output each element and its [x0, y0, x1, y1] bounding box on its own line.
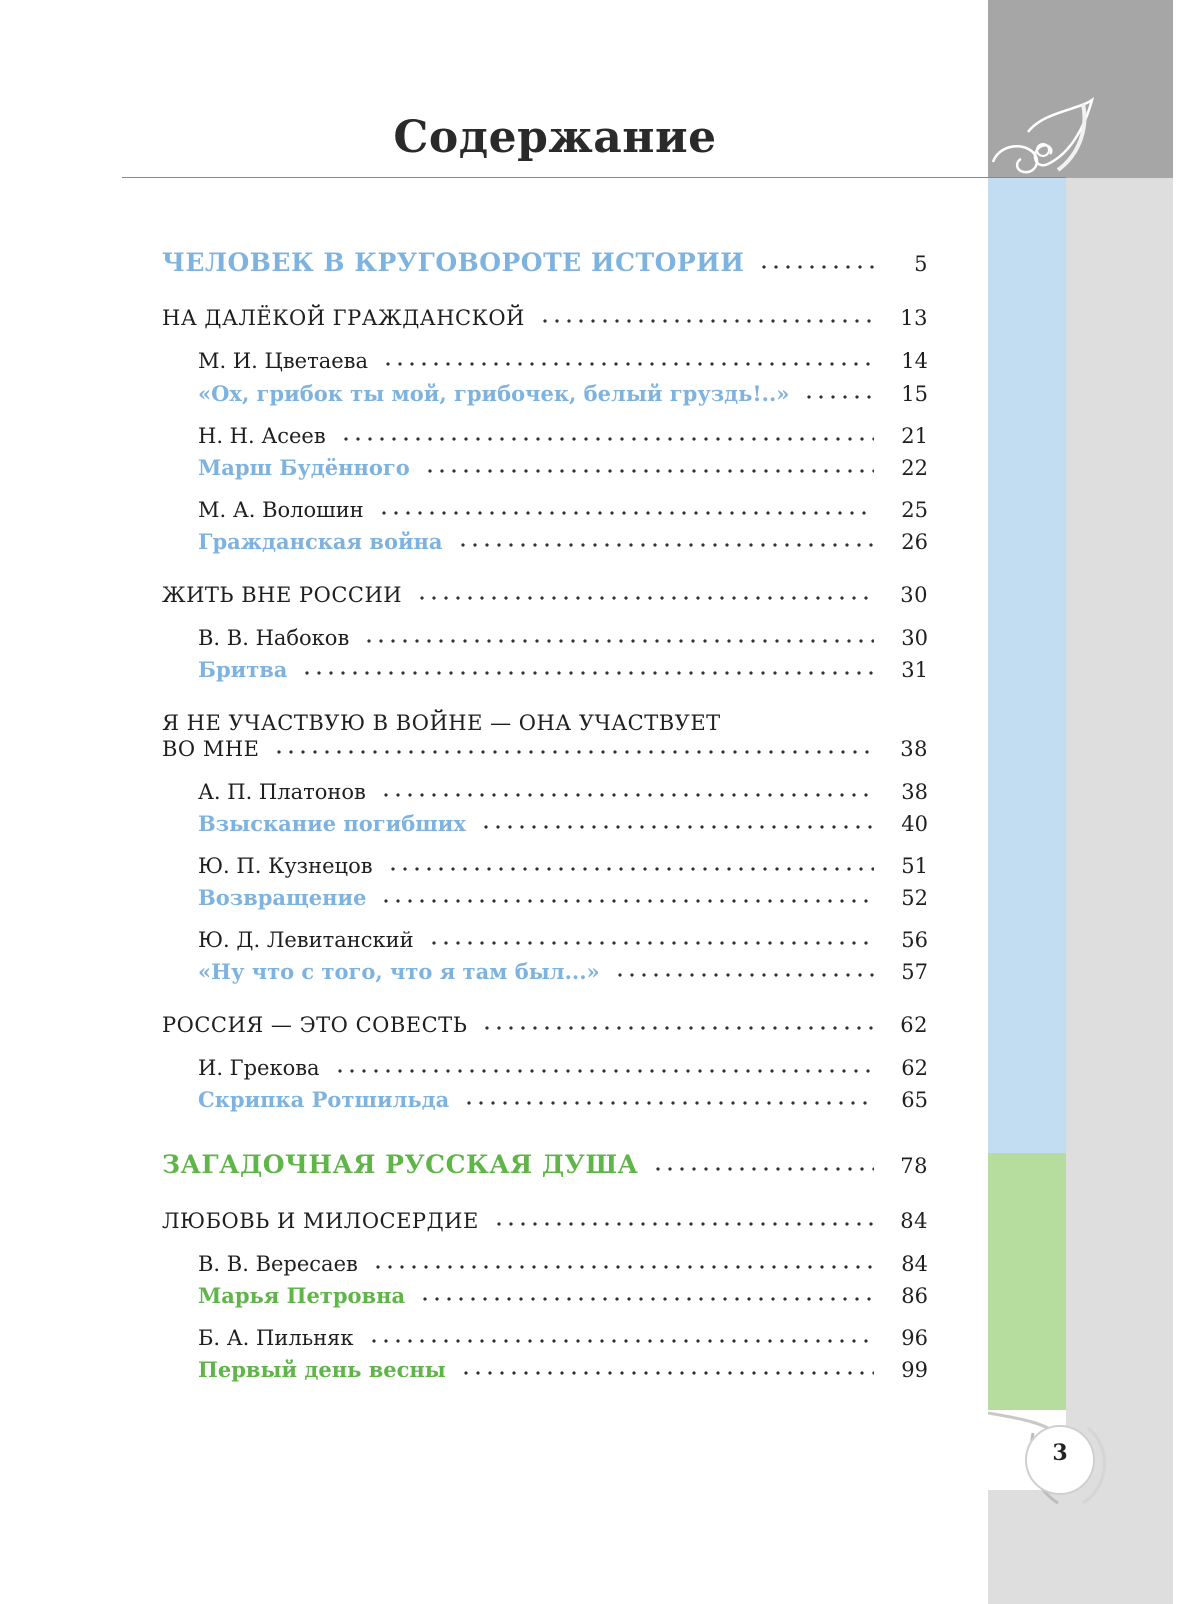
toc-page-number: 99 [901, 1358, 928, 1382]
toc-entry-title: ЛЮБОВЬ И МИЛОСЕРДИЕ [162, 1209, 479, 1233]
toc-page-number: 22 [901, 456, 928, 480]
toc-page-number: 86 [901, 1284, 928, 1308]
toc-entry-work[interactable] [198, 811, 928, 836]
toc-entry-author[interactable] [198, 1252, 928, 1276]
toc-page-number: 56 [901, 928, 928, 952]
toc-leader-dots [372, 1265, 874, 1269]
toc-page-number: 51 [901, 854, 928, 878]
toc-leader-dots [481, 1026, 874, 1030]
toc-entry-title: И. Грекова [198, 1056, 320, 1080]
toc-entry-part[interactable] [162, 248, 928, 277]
toc-leader-dots [301, 671, 874, 675]
toc-leader-dots [363, 639, 874, 643]
toc-entry-section[interactable] [162, 306, 928, 330]
toc-page-number: 62 [901, 1056, 928, 1080]
toc-leader-dots [382, 362, 874, 366]
toc-page-number: 52 [901, 886, 928, 910]
toc-page-number: 62 [900, 1013, 928, 1037]
toc-entry-section[interactable] [162, 1209, 928, 1233]
toc-leader-dots [424, 469, 874, 473]
toc-entry-title: М. А. Волошин [198, 498, 364, 522]
toc-entry-author[interactable] [198, 854, 928, 878]
toc-entry-work[interactable] [198, 529, 928, 554]
toc-entry-title: Бритва [198, 657, 288, 682]
toc-entry-title: Ю. Д. Левитанский [198, 928, 414, 952]
toc-leader-dots [758, 265, 874, 269]
toc-page-number: 26 [901, 530, 928, 554]
toc-entry-author[interactable] [198, 928, 928, 952]
toc-leader-dots [652, 1167, 874, 1171]
toc-entry-work[interactable] [198, 885, 928, 910]
toc-leader-dots [273, 750, 874, 754]
toc-leader-dots [416, 596, 874, 600]
toc-entry-work[interactable] [198, 959, 928, 984]
toc-entry-title: Возвращение [198, 885, 367, 910]
toc-entry-work[interactable] [198, 455, 928, 480]
toc-entry-title: «Ну что с того, что я там был...» [198, 959, 600, 984]
toc-leader-dots [419, 1297, 874, 1301]
toc-page-number: 25 [901, 498, 928, 522]
toc-entry-title: НА ДАЛЁКОЙ ГРАЖДАНСКОЙ [162, 306, 525, 330]
toc-entry-author[interactable] [198, 498, 928, 522]
toc-entry-work[interactable] [198, 1283, 928, 1308]
toc-page-number: 30 [900, 583, 928, 607]
toc-leader-dots [803, 395, 874, 399]
toc-entry-title: Первый день весны [198, 1357, 446, 1382]
toc-entry-title: ЗАГАДОЧНАЯ РУССКАЯ ДУША [162, 1150, 639, 1179]
toc-entry-section[interactable] [162, 737, 928, 761]
toc-leader-dots [368, 1339, 875, 1343]
toc-leader-dots [614, 973, 874, 977]
toc-entry-title: Н. Н. Асеев [198, 424, 326, 448]
toc-entry-author[interactable] [198, 424, 928, 448]
toc-page-number: 57 [901, 960, 928, 984]
toc-leader-dots [378, 511, 874, 515]
toc-page-number: 15 [901, 382, 928, 406]
toc-entry-title: ЖИТЬ ВНЕ РОССИИ [162, 583, 403, 607]
toc-leader-dots [457, 543, 874, 547]
toc-leader-dots [539, 319, 874, 323]
toc-entry-title: Марья Петровна [198, 1283, 406, 1308]
toc-entry-title: М. И. Цветаева [198, 349, 368, 373]
toc-entry-work[interactable] [198, 1087, 928, 1112]
toc-entry-title: В. В. Набоков [198, 626, 350, 650]
toc-entry-title: Б. А. Пильняк [198, 1326, 354, 1350]
toc-page-number: 14 [901, 349, 928, 373]
toc-page-number: 38 [901, 780, 928, 804]
toc-leader-dots [480, 825, 874, 829]
page-title: Содержание [393, 112, 717, 163]
toc-entry-author[interactable] [198, 780, 928, 804]
toc-entry-author[interactable] [198, 626, 928, 650]
toc-entry-work[interactable] [198, 1357, 928, 1382]
toc-entry-title: Марш Будённого [198, 455, 410, 480]
toc-page-number: 5 [914, 252, 928, 276]
toc-leader-dots [460, 1371, 874, 1375]
toc-entry-title: Гражданская война [198, 529, 443, 554]
toc-entry-work[interactable] [198, 381, 928, 406]
page-number: 3 [1052, 1440, 1068, 1466]
toc-entry-title: «Ох, грибок ты мой, грибочек, белый груздь!..» [198, 381, 790, 406]
toc-leader-dots [387, 867, 874, 871]
toc-leader-dots [463, 1101, 874, 1105]
toc-entry-title: А. П. Платонов [198, 780, 366, 804]
toc-entry-section[interactable] [162, 583, 928, 607]
toc-page-number: 96 [901, 1326, 928, 1350]
toc-entry-title: Скрипка Ротшильда [198, 1087, 450, 1112]
toc-entry-title: Ю. П. Кузнецов [198, 854, 373, 878]
toc-entry-work[interactable] [198, 657, 928, 682]
toc-leader-dots [380, 899, 874, 903]
toc-leader-dots [493, 1222, 874, 1226]
toc-entry-title: Взыскание погибших [198, 811, 466, 836]
toc-page-number: 78 [900, 1154, 928, 1178]
toc-entry-author[interactable] [198, 1056, 928, 1080]
toc-leader-dots [380, 793, 874, 797]
toc-page-number: 31 [901, 658, 928, 682]
toc-entry-author[interactable] [198, 1326, 928, 1350]
toc-entry-title: ВО МНЕ [162, 737, 260, 761]
toc-page-number: 13 [900, 306, 928, 330]
toc-page-number: 40 [901, 812, 928, 836]
toc-section-title-line1: Я НЕ УЧАСТВУЮ В ВОЙНЕ — ОНА УЧАСТВУЕТ [162, 711, 721, 735]
toc-entry-author[interactable] [198, 349, 928, 373]
toc-entry-section[interactable] [162, 1013, 928, 1037]
toc-page-number: 21 [901, 424, 928, 448]
toc-page-number: 84 [900, 1209, 928, 1233]
toc-page-number: 84 [901, 1252, 928, 1276]
toc-leader-dots [428, 941, 874, 945]
toc-entry-title: РОССИЯ — ЭТО СОВЕСТЬ [162, 1013, 468, 1037]
toc-page-number: 30 [901, 626, 928, 650]
toc-entry-title: ЧЕЛОВЕК В КРУГОВОРОТЕ ИСТОРИИ [162, 248, 745, 277]
toc-page-number: 38 [900, 737, 928, 761]
toc-leader-dots [340, 437, 874, 441]
toc-page-number: 65 [901, 1088, 928, 1112]
toc-leader-dots [334, 1069, 874, 1073]
toc-entry-title: В. В. Вересаев [198, 1252, 358, 1276]
toc-entry-part[interactable] [162, 1150, 928, 1179]
